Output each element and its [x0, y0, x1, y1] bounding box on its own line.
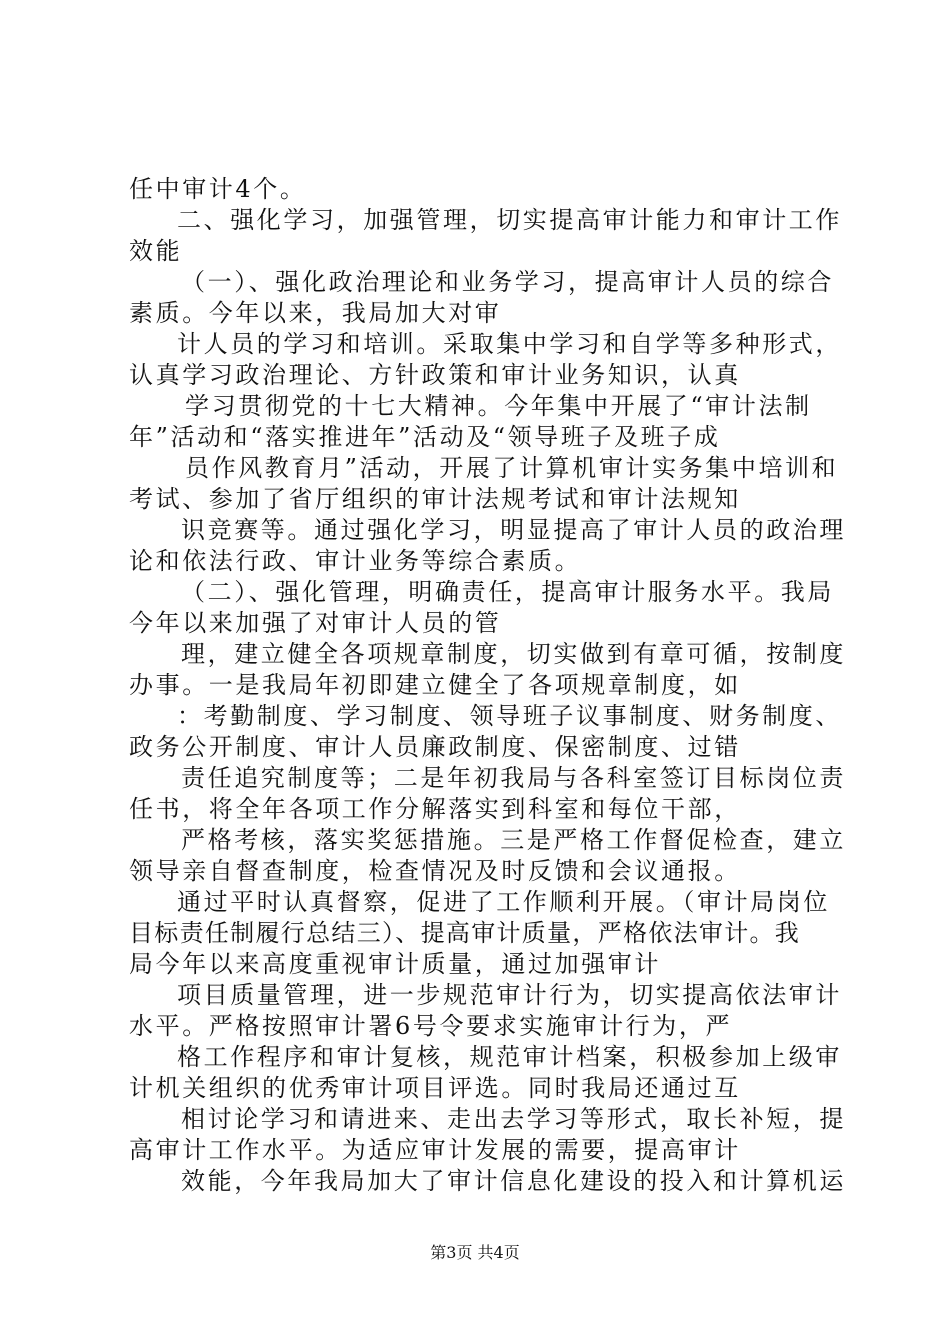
text-line: 考试、参加了省厅组织的审计法规考试和审计法规知: [129, 485, 741, 513]
page-number-footer: 第3页 共4页: [430, 1243, 520, 1262]
text-line: 政务公开制度、审计人员廉政制度、保密制度、过错: [129, 733, 741, 761]
text-line: 通过平时认真督察，促进了工作顺利开展。（审计局岗位: [177, 888, 830, 916]
text-line: ：考勤制度、学习制度、领导班子议事制度、财务制度、: [177, 702, 842, 730]
text-line: 局今年以来高度重视审计质量，通过加强审计: [129, 950, 661, 978]
text-line: 论和依法行政、审计业务等综合素质。: [129, 547, 582, 575]
text-line: 素质。今年以来，我局加大对审: [129, 299, 502, 327]
text-line: 办事。一是我局年初即建立健全了各项规章制度，如: [129, 671, 741, 699]
text-line: 项目质量管理，进一步规范审计行为，切实提高依法审计: [177, 981, 842, 1009]
text-line: 员作风教育月”活动，开展了计算机审计实务集中培训和: [185, 454, 839, 482]
text-line: 任中审计4个。: [129, 175, 307, 203]
text-line: 计人员的学习和培训。采取集中学习和自学等多种形式，: [177, 330, 842, 358]
text-line: 学习贯彻党的十七大精神。今年集中开展了“审计法制: [185, 392, 812, 420]
text-line: 效能，今年我局加大了审计信息化建设的投入和计算机运: [181, 1167, 846, 1195]
text-line: 严格考核，落实奖惩措施。三是严格工作督促检查，建立: [181, 826, 846, 854]
subsection-heading: （一）、强化政治理论和业务学习，提高审计人员的综合: [181, 268, 834, 296]
text-line: 责任追究制度等；二是年初我局与各科室签订目标岗位责: [181, 764, 846, 792]
text-line: 任书，将全年各项工作分解落实到科室和每位干部，: [129, 795, 741, 823]
text-line: 领导亲自督查制度，检查情况及时反馈和会议通报。: [129, 857, 741, 885]
text-line: 水平。严格按照审计署6号令要求实施审计行为，严: [129, 1012, 733, 1040]
text-line: 高审计工作水平。为适应审计发展的需要，提高审计: [129, 1136, 741, 1164]
subsection-heading: （二）、强化管理，明确责任，提高审计服务水平。我局: [181, 578, 834, 606]
text-line: 认真学习政治理论、方针政策和审计业务知识，认真: [129, 361, 741, 389]
text-line: 相讨论学习和请进来、走出去学习等形式，取长补短，提: [181, 1105, 846, 1133]
section-heading-cont: 效能: [129, 237, 183, 265]
text-line: 年”活动和“落实推进年”活动及“领导班子及班子成: [129, 423, 721, 451]
text-line: 今年以来加强了对审计人员的管: [129, 609, 502, 637]
section-heading: 二、强化学习，加强管理，切实提高审计能力和审计工作: [177, 206, 842, 234]
text-line: 格工作程序和审计复核，规范审计档案，积极参加上级审: [177, 1043, 842, 1071]
text-line: 识竞赛等。通过强化学习，明显提高了审计人员的政治理: [181, 516, 846, 544]
text-line: 计机关组织的优秀审计项目评选。同时我局还通过互: [129, 1074, 741, 1102]
text-line: 理，建立健全各项规章制度，切实做到有章可循，按制度: [181, 640, 846, 668]
text-line: 目标责任制履行总结三）、提高审计质量，严格依法审计。我: [129, 919, 801, 947]
